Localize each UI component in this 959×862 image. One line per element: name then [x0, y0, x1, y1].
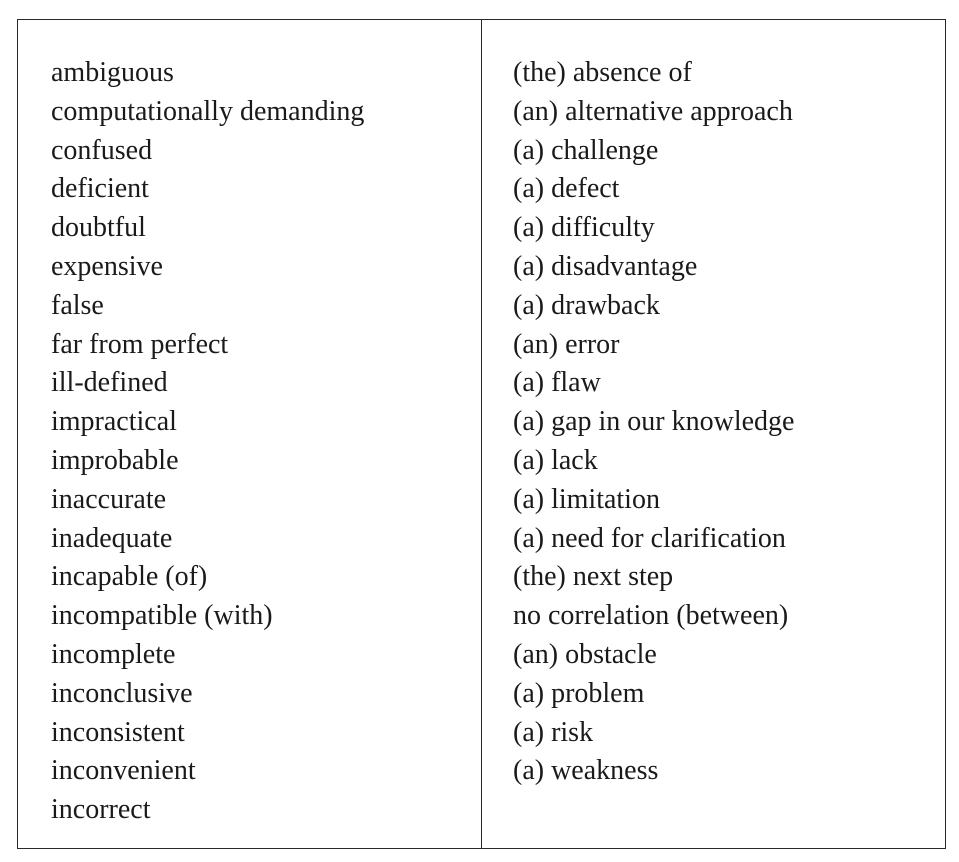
adjectives-column	[51, 54, 364, 830]
table-cell: false	[51, 289, 104, 321]
table-cell: (a) defect	[513, 173, 620, 205]
table-cell: far from perfect	[51, 328, 229, 360]
table-cell: expensive	[51, 250, 163, 282]
table-cell: (a) lack	[513, 444, 598, 476]
table-cell: ill-defined	[51, 367, 168, 399]
table-cell: inaccurate	[51, 483, 167, 515]
table-cell: (a) gap in our knowledge	[513, 406, 795, 438]
table-cell: (an) error	[513, 328, 620, 360]
table-cell: confused	[51, 134, 153, 166]
table-cell: (a) difficulty	[513, 212, 655, 244]
table-cell: improbable	[51, 444, 179, 476]
table-cell: (an) obstacle	[513, 638, 657, 670]
table-cell: (the) absence of	[513, 57, 692, 88]
table-cell: (a) weakness	[513, 755, 659, 787]
table-cell: inconvenient	[51, 755, 196, 787]
table-cell: incompatible (with)	[51, 600, 273, 632]
column-divider	[481, 20, 482, 848]
table-cell: (a) problem	[513, 677, 645, 709]
table-cell: computationally demanding	[51, 95, 365, 127]
table-cell: ambiguous	[51, 57, 174, 88]
word-table	[17, 19, 946, 849]
table-cell: incapable (of)	[51, 561, 208, 593]
table-cell: (a) need for clarification	[513, 522, 786, 554]
table-cell: inconclusive	[51, 677, 193, 709]
nouns-column	[513, 54, 794, 791]
table-cell: deficient	[51, 173, 149, 205]
table-cell: incorrect	[51, 794, 151, 826]
table-cell: inadequate	[51, 522, 173, 554]
table-cell: (a) disadvantage	[513, 250, 698, 282]
table-cell: incomplete	[51, 638, 176, 670]
table-cell: (a) challenge	[513, 134, 659, 166]
table-cell: impractical	[51, 406, 177, 438]
table-cell: (a) drawback	[513, 289, 660, 321]
table-cell: no correlation (between)	[513, 600, 789, 632]
table-cell: (a) flaw	[513, 367, 601, 399]
table-cell: (a) risk	[513, 716, 594, 748]
table-cell: (a) limitation	[513, 483, 660, 515]
table-cell: (the) next step	[513, 561, 674, 593]
table-cell: inconsistent	[51, 716, 185, 748]
table-cell: (an) alternative approach	[513, 95, 793, 127]
table-cell: doubtful	[51, 212, 146, 244]
